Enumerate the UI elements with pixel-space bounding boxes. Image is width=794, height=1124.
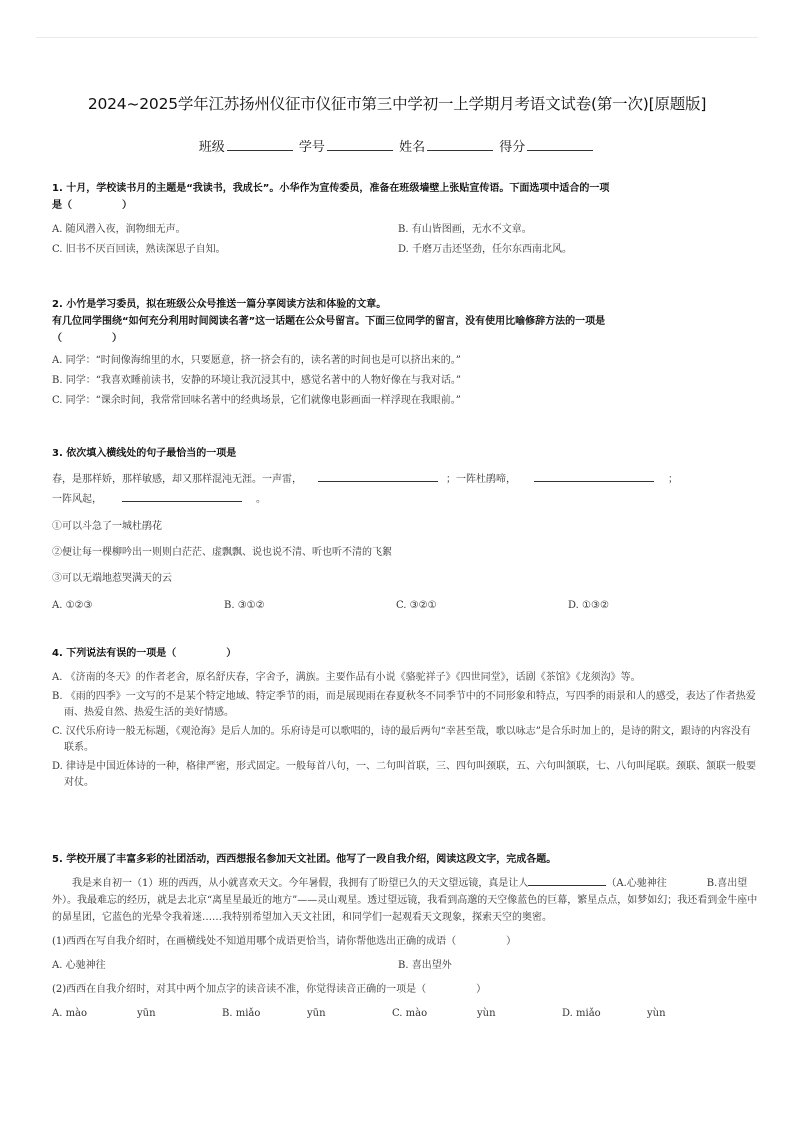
q3-blank-2[interactable] [534,470,654,482]
q4-option-b[interactable]: B. 《雨的四季》一文写的不是某个特定地域、特定季节的雨，而是展现雨在春夏秋冬不同季节中的不同形象和特点，写四季的雨景和人的感受，表达了作者热爱雨、热爱自然、热爱生活的美好情感。 [52,691,756,718]
top-divider [36,37,758,38]
q1-option-d[interactable]: D. 千磨万击还坚劲，任尔东西南北风。 [398,244,573,255]
question-3 [52,445,758,616]
question-2-stem: 2. 小竹是学习委员，拟在班级公众号推送一篇分享阅读方法和体验的文章。 [52,299,387,310]
q3-item-1: ①可以斗急了一城杜鹃花 [52,521,162,532]
q2-option-c[interactable]: C. 同学：“课余时间，我常常回味名著中的经典场景，它们就像电影画面一样浮现在我眼前。” [52,395,461,406]
q2-option-a[interactable]: A. 同学：“时间像海绵里的水，只要愿意，挤一挤会有的，读名著的时间也是可以挤出来的。” [52,355,461,366]
q3-item-3: ③可以无端地惹哭满天的云 [52,573,172,584]
question-1-stem-cont: 是（ ） [52,200,132,211]
q3-blank-1[interactable] [318,470,438,482]
question-4 [52,645,758,794]
question-5 [52,851,758,1024]
student-id-blank[interactable] [327,138,393,151]
q4-option-c[interactable]: C. 汉代乐府诗一般无标题，《观沧海》是后人加的。乐府诗是可以歌唱的，诗的最后两句“幸甚至哉，歌以咏志”是合乐时加上的，是诗的附文，跟诗的内容没有联系。 [52,726,751,753]
q5-sub1-stem: (1)西西在写自我介绍时，在画横线处不知道用哪个成语更恰当，请你帮他选出正确的成语（ ） [52,936,517,947]
name-blank[interactable] [427,138,493,151]
q1-option-a[interactable]: A. 随风潜入夜，润物细无声。 [52,224,186,235]
q3-option-b[interactable]: B. ③①② [224,600,265,611]
q5-sub2-option-d[interactable]: D. miǎo [562,1008,601,1019]
question-3-stem: 3. 依次填入横线处的句子最恰当的一项是 [52,448,237,459]
score-field[interactable]: 得分 [499,136,595,155]
q5-sub2-option-b[interactable]: B. miǎo [222,1008,261,1019]
question-2-stem-cont: 有几位同学围绕“如何充分利用时间阅读名著”这一话题在公众号留言。下面三位同学的留言，没有使用比喻修辞方法的一项是 [52,316,606,327]
q5-sub1-option-b[interactable]: B. 喜出望外 [398,960,452,971]
student-info-row [0,136,794,155]
student-id-field[interactable]: 学号 [299,136,395,155]
q5-sub2-option-b-second: yūn [307,1008,326,1019]
q5-sub2-option-c-second: yùn [477,1008,496,1019]
q5-sub2-option-d-second: yùn [647,1008,666,1019]
q3-option-d[interactable]: D. ①③② [568,600,609,611]
q3-passage-line2: 一阵风起， 。 [52,490,758,510]
q3-option-a[interactable]: A. ①②③ [52,600,93,611]
question-2 [52,296,758,411]
q3-item-2: ②便让每一棵柳吟出一则则白茫茫、虚飘飘、说也说不清、听也听不清的飞絮 [52,547,392,558]
page-title: 2024~2025学年江苏扬州仪征市仪征市第三中学初一上学期月考语文试卷(第一次)[原题版] [87,95,707,113]
question-2-stem-paren: （ ） [52,333,122,344]
class-blank[interactable] [227,138,293,151]
q5-sub2-option-a-second: yūn [137,1008,156,1019]
question-1-stem: 1. 十月，学校读书月的主题是“我读书，我成长”。小华作为宣传委员，准备在班级墙壁上张贴宣传语。下面选项中适合的一项 [52,183,610,194]
q5-sub2-stem: (2)西西在自我介绍时，对其中两个加点字的读音读不准，你觉得读音正确的一项是（ ） [52,984,487,995]
q3-passage-line1: 春，是那样娇，那样敏感，却又那样混沌无涯。一声雷， ；一阵杜鹃啼， ； [52,470,758,490]
q3-blank-3[interactable] [122,490,242,502]
question-4-stem: 4. 下列说法有误的一项是（ ） [52,648,237,659]
q5-sub2-option-c[interactable]: C. mào [392,1008,428,1019]
q1-option-c[interactable]: C. 旧书不厌百回读，熟读深思子自知。 [52,244,226,255]
q3-option-c[interactable]: C. ③②① [396,600,437,611]
q5-idiom-blank[interactable] [528,874,606,886]
name-field[interactable]: 姓名 [399,136,495,155]
question-1 [52,180,758,260]
question-5-stem: 5. 学校开展了丰富多彩的社团活动，西西想报名参加天文社团。他写了一段自我介绍，阅读这段文字，完成各题。 [52,854,557,865]
q5-sub2-options [52,1004,758,1024]
score-blank[interactable] [527,138,593,151]
q4-option-a[interactable]: A. 《济南的冬天》的作者老舍，原名舒庆春，字舍予，满族。主要作品有小说《骆驼祥子》《四世同堂》，话剧《茶馆》《龙须沟》等。 [52,672,641,683]
q5-sub2-option-a[interactable]: A. mào [52,1008,88,1019]
q2-option-b[interactable]: B. 同学：“我喜欢睡前读书，安静的环境让我沉浸其中，感觉名著中的人物好像在与我对话。” [52,375,461,386]
q5-sub1-option-a[interactable]: A. 心驰神往 [52,960,106,971]
class-field[interactable]: 班级 [199,136,295,155]
q4-option-d[interactable]: D. 律诗是中国近体诗的一种，格律严密，形式固定。一般每首八句，一、二句叫首联，三、四句叫颈联，五、六句叫颔联，七、八句叫尾联。颈联、颔联一般要对仗。 [52,761,757,788]
q1-option-b[interactable]: B. 有山皆图画，无水不文章。 [398,224,532,235]
q5-passage: 我是来自初一（1）班的西西，从小就喜欢天文。今年暑假，我拥有了盼望已久的天文望远镜，真是让人 （A.心驰神往 B.喜出望外）。我最难忘的经历，就是去北京“离星星最近的地方”——灵山观星。透过望远镜，我看到高邈的天空像蓝色的巨幕，繁星点点，如梦如幻；我还看到金牛座中的昴星团，它蓝色的光晕令我着迷……我特别希望加入天文社团，和同学们一起观看天文现象，探索天空的奥密。 [52,874,758,926]
